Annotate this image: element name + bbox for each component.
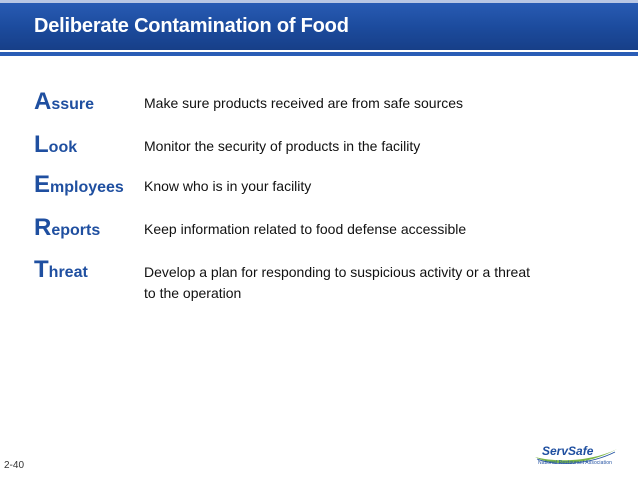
acronym-letter: A bbox=[34, 88, 52, 115]
acronym-word-rest: mployees bbox=[50, 179, 124, 196]
acronym-letter: L bbox=[34, 131, 49, 158]
acronym-term bbox=[34, 172, 124, 201]
acronym-description: Develop a plan for responding to suspicious activity or a threat to the operation bbox=[144, 264, 530, 301]
acronym-word-rest: ssure bbox=[51, 96, 95, 113]
acronym-word-rest: ook bbox=[48, 139, 78, 156]
acronym-term bbox=[34, 257, 88, 286]
title-bar-bottom-rule bbox=[0, 52, 638, 56]
acronym-description: Know who is in your facility bbox=[144, 178, 312, 194]
acronym-letter: R bbox=[34, 214, 52, 241]
title-bar-top-rule bbox=[0, 0, 638, 3]
acronym-word-rest: eports bbox=[51, 222, 101, 239]
acronym-term bbox=[34, 132, 77, 161]
slide-title: Deliberate Contamination of Food bbox=[34, 15, 349, 37]
acronym-letter: E bbox=[34, 171, 51, 198]
title-bar bbox=[0, 0, 638, 50]
acronym-description: Make sure products received are from safe sources bbox=[144, 95, 464, 111]
acronym-term bbox=[34, 89, 94, 118]
page-number: 2-40 bbox=[4, 460, 25, 471]
servsafe-logo bbox=[533, 443, 619, 469]
logo-wordmark: ServSafe bbox=[542, 444, 594, 458]
acronym-letter: T bbox=[34, 256, 49, 283]
acronym-description: Monitor the security of products in the facility bbox=[144, 138, 421, 154]
logo-tagline: National Restaurant Association bbox=[538, 460, 612, 466]
acronym-description: Keep information related to food defense accessible bbox=[144, 221, 467, 237]
acronym-word-rest: hreat bbox=[48, 264, 88, 281]
acronym-term bbox=[34, 215, 100, 244]
